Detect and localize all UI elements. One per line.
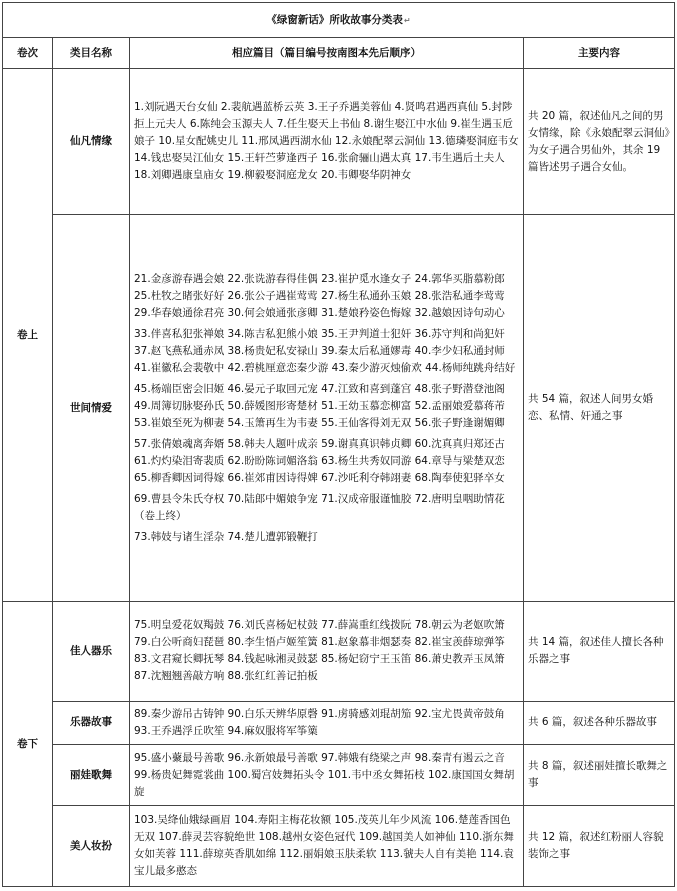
stories-cell (130, 744, 524, 805)
summary-cell: 共 8 篇，叙述丽娃擅长歌舞之事 (524, 744, 675, 805)
summary-cell: 共 6 篇，叙述各种乐器故事 (524, 701, 675, 744)
category-cell: 仙凡情缘 (53, 69, 130, 215)
category-cell: 美人妆扮 (53, 806, 130, 887)
volume-cell: 卷下 (3, 602, 53, 887)
summary-cell: 共 54 篇，叙述人间男女婚恋、私情、奸通之事 (524, 215, 675, 602)
header-volume: 卷次 (3, 38, 53, 69)
table-title: 《绿窗新话》所收故事分类表↵ (3, 3, 675, 38)
table-row (3, 602, 675, 702)
story-group: 45.杨端臣密会旧姬 46.晏元子取回元宠 47.江致和喜到蓬宫 48.张子野潜登池阁 49.周簿切脉娶孙氏 50.薛媛图形寄楚材 51.王幼玉慕恋柳富 52.孟丽娘爱慕蒋芾 53.崔娘至死为柳妻 54.玉箫再生为韦妻 55.王仙客得刘无双 56.张子野逢谢媚卿 (134, 382, 505, 429)
table-row (3, 69, 675, 215)
table-row (3, 806, 675, 887)
story-group: 33.伴喜私犯张禅娘 34.陈吉私犯熊小娘 35.王尹判道士犯奸 36.苏守判和尚犯奸 37.赵飞燕私通赤凤 38.杨贵妃私安禄山 39.秦太后私通嫪毒 40.李少妇私通封师 41.崔徽私会裴敬中 42.碧桃厘意恋秦少游 43.秦少游灭烛偷欢 44.杨师纯跳舟结好 (134, 327, 516, 374)
category-cell: 世间情爱 (53, 215, 130, 602)
summary-cell: 共 12 篇，叙述红粉丽人容貌装饰之事 (524, 806, 675, 887)
stories-cell (130, 69, 524, 215)
story-group: 75.明皇爱花奴羯鼓 76.刘氏喜杨妃杖鼓 77.薛嵩重红线拨阮 78.朝云为老妪吹箫 79.白公听商妇琵琶 80.李生悟卢姬笙簧 81.赵象慕非烟瑟奏 82.崔宝羡薛琼弹筝 83.文君窥长卿抚琴 84.钱起咏湘灵鼓瑟 85.杨妃窃宁王玉笛 86.萧史教弄玉凤箫 87.沈翘翘善敲方响 88.张红红善记拍板 (134, 619, 505, 683)
table-row (3, 701, 675, 744)
summary-cell: 共 14 篇，叙述佳人擅长各种乐器之事 (524, 602, 675, 702)
stories-cell (130, 215, 524, 602)
volume-cell: 卷上 (3, 69, 53, 602)
story-classification-table (2, 2, 675, 887)
category-cell: 佳人器乐 (53, 602, 130, 702)
header-category: 类目名称 (53, 38, 130, 69)
story-group: 21.金彦游春遇会娘 22.张诜游春得佳偶 23.崔护觅水逢女子 24.郭华买脂慕粉郎 25.杜牧之睹张好好 26.张公子遇崔莺莺 27.杨生私通孙玉娘 28.张浩私通李莺莺 29.华春娘通徐君亮 30.何会娘通张彦卿 31.楚娘矜姿色悔嫁 32.越娘因诗句动心 (134, 272, 505, 319)
header-summary: 主要内容 (524, 38, 675, 69)
table-row (3, 744, 675, 805)
story-group: 73.韩妓与诸生淫杂 74.楚儿遭郭锻鞭打 (134, 530, 318, 543)
story-group: 57.张倩娘魂离奔婿 58.韩夫人题叶成亲 59.谢真真识韩贞卿 60.沈真真归郑还古 61.灼灼染泪寄裴质 62.盼盼陈词媚洛翁 63.杨生共秀奴同游 64.章导与梁楚双恋 65.柳香卿因词得嫁 66.崔郊甫因诗得婢 67.沙吒利夺韩翊妻 68.陶奉使犯驿卒女 (134, 437, 505, 484)
header-stories: 相应篇目（篇目编号按南图本先后顺序） (130, 38, 524, 69)
story-group: 89.秦少游吊古铸钟 90.白乐天辨华原磬 91.虏骑感刘琨胡笳 92.宝尤畏黄帝鼓角 93.王乔遇浮丘吹笙 94.麻奴服将军筝篥 (134, 707, 505, 737)
category-cell: 乐器故事 (53, 701, 130, 744)
story-group: 1.刘阮遇天台女仙 2.裴航遇蓝桥云英 3.王子乔遇美蓉仙 4.贤鸣君遇西真仙 5.封陟拒上元夫人 6.陈纯会玉源夫人 7.任生娶天上书仙 8.谢生娶江中水仙 9.崔生遇玉卮娘子 10.星女配姚史儿 11.邢凤遇西湖水仙 12.永娘配翠云洞仙 13.德璘娶洞庭韦女 14.钱忠娶吴江仙女 15.王轩苎萝逢西子 16.张俞骊山遇太真 17.韦生遇后土夫人 18.刘卿遇康皇庙女 19.柳毅娶洞庭龙女 20.韦卿娶华阴神女 (134, 101, 519, 182)
stories-cell (130, 806, 524, 887)
table-row (3, 215, 675, 602)
summary-cell: 共 20 篇，叙述仙凡之间的男女情缘，除《永娘配翠云洞仙》为女子遇合男仙外，其余 19 篇皆述男子遇合女仙。 (524, 69, 675, 215)
story-group: 69.曹县令朱氏夺权 70.陆郎中媚娘争宠 71.汉成帝服谨恤胶 72.唐明皇咽助情花（卷上终） (134, 492, 505, 522)
title-row (3, 3, 675, 38)
stories-cell (130, 602, 524, 702)
category-cell: 丽娃歌舞 (53, 744, 130, 805)
stories-cell (130, 701, 524, 744)
story-group: 103.吴绛仙娥绿画眉 104.寿阳主梅花妆额 105.茂英儿年少风流 106.楚莲香国色无双 107.薛灵芸容貌绝世 108.越州女姿色冠代 109.越国美人如神仙 110.浙东舞女如芙蓉 111.薛琼英香肌如绵 112.丽娟娘玉肤柔软 113.虢夫人自有美艳 114.袁宝儿最多憨态 (134, 814, 514, 878)
header-row (3, 38, 675, 69)
story-group: 95.盛小藂最号善歌 96.永新娘最号善歌 97.韩娥有绕梁之声 98.秦青有遏云之音 99.杨贵妃舞霓裳曲 100.蜀宫妓舞拓头令 101.韦中丞女舞拓枝 102.康国国女舞胡旋 (134, 751, 515, 798)
